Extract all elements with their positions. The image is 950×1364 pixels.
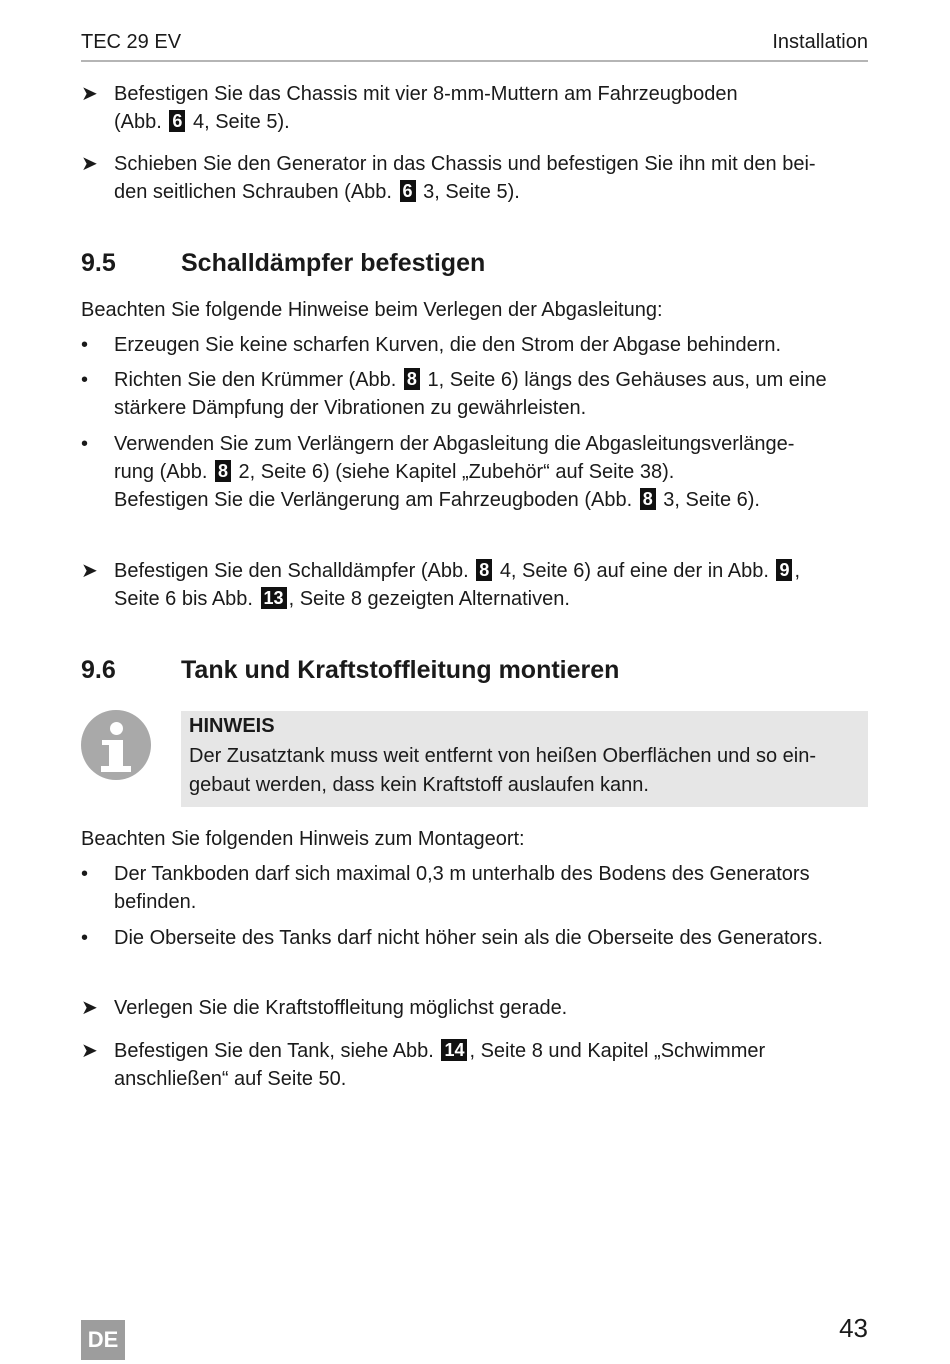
figure-ref: 8	[215, 460, 231, 482]
bullet-icon: •	[81, 927, 89, 949]
arrow-icon: ➤	[81, 1040, 98, 1062]
paragraph: Beachten Sie folgende Hinweise beim Verlegen der Abgasleitung:	[81, 299, 663, 321]
header-product: TEC 29 EV	[81, 31, 182, 53]
figure-ref: 14	[441, 1039, 467, 1061]
figure-ref: 6	[169, 110, 185, 132]
figure-ref: 8	[404, 368, 420, 390]
arrow-icon: ➤	[81, 997, 98, 1019]
language-badge: DE	[81, 1320, 125, 1360]
section-title: Schalldämpfer befestigen	[181, 249, 486, 277]
bullet-icon: •	[81, 433, 89, 455]
section-number: 9.5	[81, 249, 116, 277]
page-header	[81, 31, 868, 54]
header-chapter: Installation	[772, 31, 868, 53]
arrow-icon: ➤	[81, 83, 98, 105]
arrow-icon: ➤	[81, 560, 98, 582]
section-title: Tank und Kraftstoffleitung montieren	[181, 656, 620, 684]
step-text: Schieben Sie den Generator in das Chassis und befestigen Sie ihn mit den bei- den seitlichen Schrauben (Abb. 6 3, Seite 5).	[114, 153, 816, 203]
info-icon	[81, 710, 151, 780]
arrow-icon: ➤	[81, 153, 98, 175]
notice-title: HINWEIS	[189, 715, 275, 737]
step-text: Befestigen Sie das Chassis mit vier 8-mm-Muttern am Fahrzeugboden (Abb. 6 4, Seite 5).	[114, 83, 738, 133]
bullet-icon: •	[81, 863, 89, 885]
section-number: 9.6	[81, 656, 116, 684]
figure-ref: 9	[776, 559, 792, 581]
bullet-icon: •	[81, 369, 89, 391]
paragraph: Beachten Sie folgenden Hinweis zum Montageort:	[81, 828, 525, 850]
header-divider	[81, 60, 868, 62]
figure-ref: 13	[261, 587, 287, 609]
figure-ref: 8	[476, 559, 492, 581]
page-number: 43	[839, 1313, 868, 1343]
figure-ref: 8	[640, 488, 656, 510]
figure-ref: 6	[400, 180, 416, 202]
bullet-icon: •	[81, 334, 89, 356]
notice-text: Der Zusatztank muss weit entfernt von heißen Oberflächen und so ein- gebaut werden, dass kein Kraftstoff auslaufen kann.	[189, 745, 816, 796]
notice-box	[181, 711, 868, 807]
